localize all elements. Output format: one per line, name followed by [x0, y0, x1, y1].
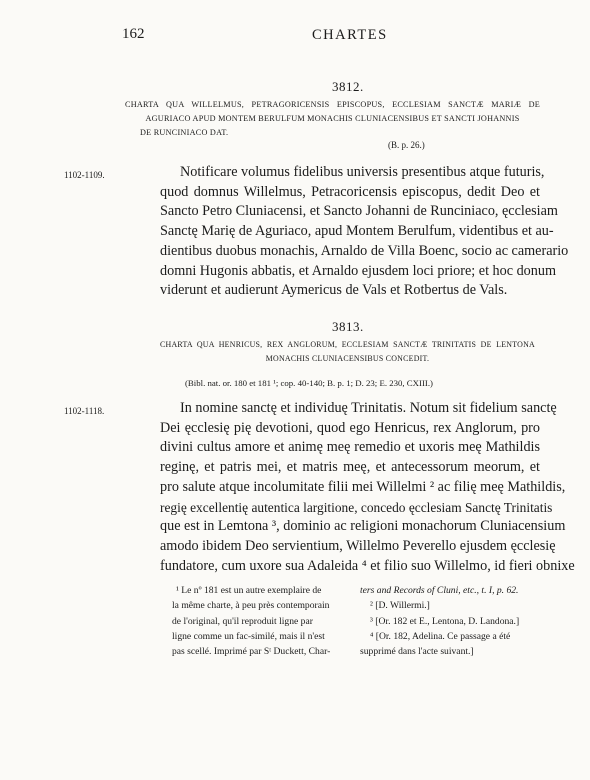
charter-caption — [160, 338, 535, 366]
charter-text — [160, 399, 575, 576]
text-line: quod domnus Willelmus, Petracoricensis episcopus, dedit Deo et — [160, 183, 540, 200]
footnote-line: supprimé dans l'acte suivant.] — [360, 646, 474, 658]
charter-date: 1102-1109. — [64, 170, 105, 180]
footnote-line: ¹ Le nº 181 est un autre exemplaire de — [176, 585, 322, 596]
caption-line: DE RUNCINIACO DAT. — [140, 128, 229, 137]
text-line: dientibus duobus monachis, Arnaldo de Villa Boenc, socio ac camerario — [160, 242, 569, 259]
footnote-line: ³ [Or. 182 et E., Lentona, D. Landona.] — [370, 615, 520, 627]
footnote-line: ⁴ [Or. 182, Adelina. Ce passage a été — [370, 630, 511, 642]
text-line: fundatore, cum uxore sua Adaleida ⁴ et filio suo Willelmo, id fieri obnixe — [160, 557, 575, 574]
charter-date: 1102-1118. — [64, 406, 105, 416]
caption-line: MONACHIS CLUNIACENSIBUS CONCEDIT. — [265, 354, 430, 363]
running-title: CHARTES — [312, 27, 388, 43]
text-line: divini cultus amore et animę meę remedio et uxoris meę Mathildis — [160, 439, 540, 456]
text-line: domni Hugonis abbatis, et Arnaldo ejusdem loci priore; et hoc donum — [160, 262, 556, 279]
charter-source: (Bibl. nat. or. 180 et 181 ¹; cop. 40-140; B. p. 1; D. 23; E. 230, CXIII.) — [185, 378, 433, 388]
footnote-line: de l'original, qu'il reproduit ligne par — [172, 615, 313, 627]
text-line: que est in Lemtona ³, dominio ac religioni monachorum Cluniacensium — [160, 518, 566, 535]
text-line: Sancto Petro Cluniacensi, et Sancto Johanni de Runciniaco, ęcclesiam — [160, 203, 558, 220]
charter-text — [160, 163, 569, 301]
text-line: reginę, et patris mei, et matris meę, et antecessorum meorum, et — [160, 459, 540, 476]
charter-number: 3812. — [332, 79, 364, 94]
footnote-line: pas scellé. Imprimé par Sᵗ Duckett, Char- — [172, 646, 331, 658]
page-number: 162 — [122, 26, 145, 42]
footnote-line: ² [D. Willermi.] — [370, 600, 430, 612]
footnote-line: ligne comme un fac-similé, mais il n'est — [172, 630, 325, 642]
footnote-line: ters and Records of Cluni, etc., t. I, p. 62. — [360, 585, 519, 596]
caption-line: CHARTA QUA WILLELMUS, PETRAGORICENSIS EPISCOPUS, ECCLESIAM SANCTÆ MARIÆ DE — [125, 100, 540, 109]
caption-line: CHARTA QUA HENRICUS, REX ANGLORUM, ECCLESIAM SANCTÆ TRINITATIS DE LENTONA — [160, 340, 535, 349]
footnotes-right — [360, 583, 540, 659]
text-line: Notificare volumus fidelibus universis presentibus atque futuris, — [180, 164, 545, 180]
charter-source: (B. p. 26.) — [388, 140, 425, 150]
charter-caption — [125, 98, 540, 140]
text-line: Dei ęcclesię pię devotioni, quod ego Henricus, rex Anglorum, pro — [160, 419, 540, 436]
caption-line: AGURIACO APUD MONTEM BERULFUM MONACHIS CLUNIACENSIBUS ET SANCTI JOHANNIS — [145, 114, 520, 123]
text-line: pro salute atque incolumitate filii mei Willelmi ² ac filię meę Mathildis, — [160, 478, 566, 495]
text-line: viderunt et audierunt Aymericus de Vals et Rotbertus de Vals. — [160, 282, 508, 299]
text-line: In nomine sanctę et individuę Trinitatis. Notum sit fidelium sanctę — [180, 400, 557, 416]
charter-number: 3813. — [332, 319, 364, 334]
footnote-line: la même charte, à peu près contemporain — [172, 600, 330, 612]
text-line: regię excellentię autentica largitione, concedo ęcclesiam Sanctę Trinitatis — [160, 499, 553, 515]
text-line: Sanctę Marię de Aguriaco, apud Montem Berulfum, videntibus et au- — [160, 223, 554, 240]
text-line: amodo ibidem Deo servientium, Willelmo Peverello ejusdem ęcclesię — [160, 537, 556, 554]
footnotes-left — [172, 583, 340, 659]
